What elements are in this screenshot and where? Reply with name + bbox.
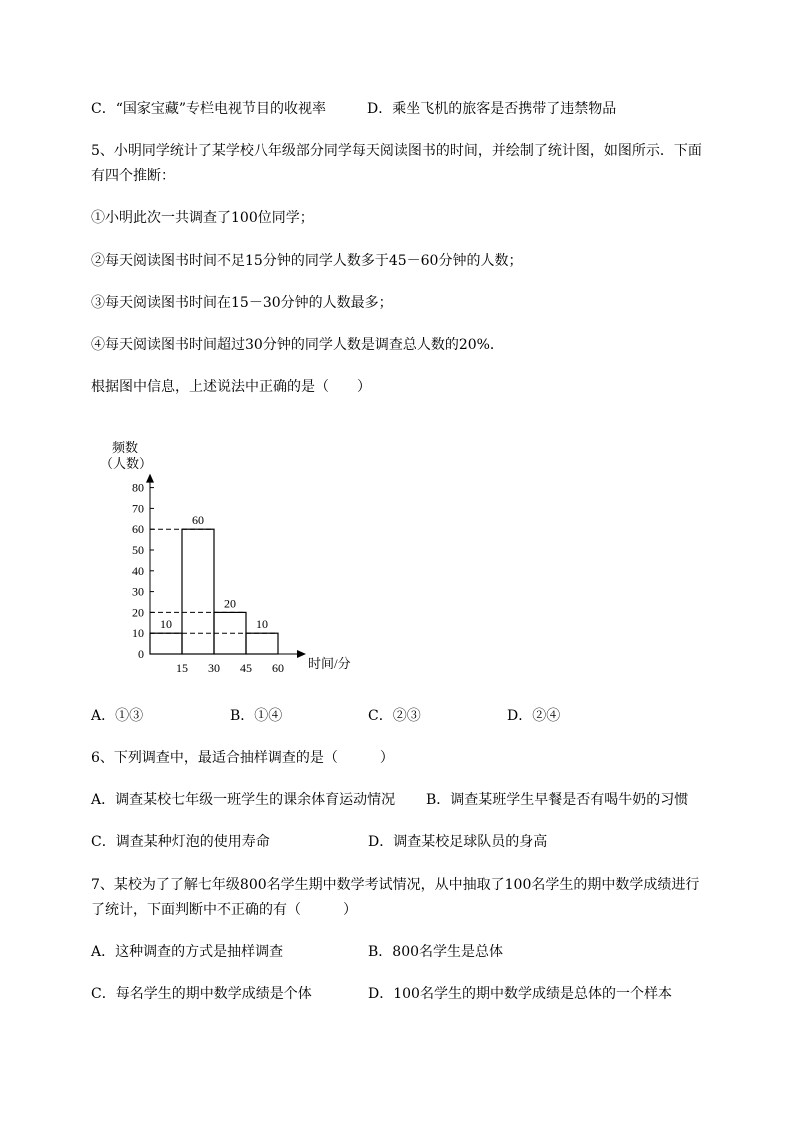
q5-stem-line2: 有四个推断： bbox=[91, 168, 175, 184]
y-tick-label: 20 bbox=[132, 605, 144, 620]
x-axis-title: 时间/分 bbox=[308, 656, 351, 671]
bar-value-label: 60 bbox=[192, 513, 204, 528]
x-tick-label: 15 bbox=[176, 661, 188, 675]
q5-option-b: B．①④ bbox=[230, 708, 283, 724]
y-tick-label: 0 bbox=[138, 647, 144, 661]
q5-option-a: A．①③ bbox=[91, 708, 144, 724]
q5-option-d: D．②④ bbox=[507, 708, 561, 724]
q5-statement-4: ④每天阅读图书时间超过30分钟的同学人数是调查总人数的20%． bbox=[91, 337, 504, 353]
y-tick-label: 30 bbox=[132, 584, 144, 599]
histogram-bar bbox=[150, 633, 182, 654]
y-axis-unit: （人数） bbox=[100, 456, 153, 471]
q5-option-c: C．②③ bbox=[368, 708, 421, 724]
y-tick-label: 70 bbox=[132, 501, 144, 516]
q6-option-b: B．调查某班学生早餐是否有喝牛奶的习惯 bbox=[426, 792, 689, 808]
x-tick-label: 60 bbox=[272, 661, 284, 675]
y-tick-label: 60 bbox=[132, 522, 144, 537]
y-axis-arrow bbox=[146, 474, 154, 483]
q7-option-b: B．800名学生是总体 bbox=[368, 944, 504, 960]
q7-stem-line1: 7、某校为了了解七年级800名学生期中数学考试情况，从中抽取了100名学生的期中数学成绩进行 bbox=[91, 877, 700, 893]
q6-option-a: A．调查某校七年级一班学生的课余体育运动情况 bbox=[91, 792, 396, 808]
q6-option-d: D．调查某校足球队员的身高 bbox=[368, 834, 548, 850]
y-tick-label: 40 bbox=[132, 563, 144, 578]
reading-time-histogram bbox=[96, 436, 366, 676]
q5-statement-1: ①小明此次一共调查了100位同学； bbox=[91, 210, 314, 226]
q4-option-c: C．“国家宝藏”专栏电视节目的收视率 bbox=[91, 101, 327, 117]
histogram-bar bbox=[246, 633, 278, 654]
q5-statement-3: ③每天阅读图书时间在15－30分钟的人数最多； bbox=[91, 295, 393, 311]
q5-stem-line1: 5、小明同学统计了某学校八年级部分同学每天阅读图书的时间，并绘制了统计图，如图所示．下面 bbox=[91, 143, 702, 159]
bar-value-label: 20 bbox=[224, 596, 236, 611]
y-tick-label: 80 bbox=[132, 480, 144, 495]
x-tick-label: 30 bbox=[208, 661, 220, 675]
x-axis-arrow bbox=[297, 650, 306, 658]
q6-option-c: C．调查某种灯泡的使用寿命 bbox=[91, 834, 270, 850]
q4-option-d: D．乘坐飞机的旅客是否携带了违禁物品 bbox=[367, 101, 617, 117]
y-tick-label: 50 bbox=[132, 543, 144, 557]
bar-value-label: 10 bbox=[256, 617, 268, 632]
q7-option-c: C．每名学生的期中数学成绩是个体 bbox=[91, 986, 312, 1002]
histogram-bar bbox=[182, 529, 214, 654]
q5-statement-2: ②每天阅读图书时间不足15分钟的同学人数多于45－60分钟的人数； bbox=[91, 253, 523, 269]
y-axis-title: 频数 bbox=[112, 440, 139, 455]
bar-value-label: 10 bbox=[160, 617, 172, 632]
q5-question: 根据图中信息，上述说法中正确的是（ ） bbox=[91, 379, 371, 395]
q7-option-a: A．这种调查的方式是抽样调查 bbox=[91, 944, 284, 960]
q7-option-d: D．100名学生的期中数学成绩是总体的一个样本 bbox=[368, 986, 672, 1002]
x-tick-label: 45 bbox=[240, 661, 252, 675]
q6-stem: 6、下列调查中，最适合抽样调查的是（ ） bbox=[91, 750, 394, 766]
y-tick-label: 10 bbox=[132, 626, 144, 641]
q7-stem-line2: 了统计，下面判断中不正确的有（ ） bbox=[91, 902, 357, 918]
